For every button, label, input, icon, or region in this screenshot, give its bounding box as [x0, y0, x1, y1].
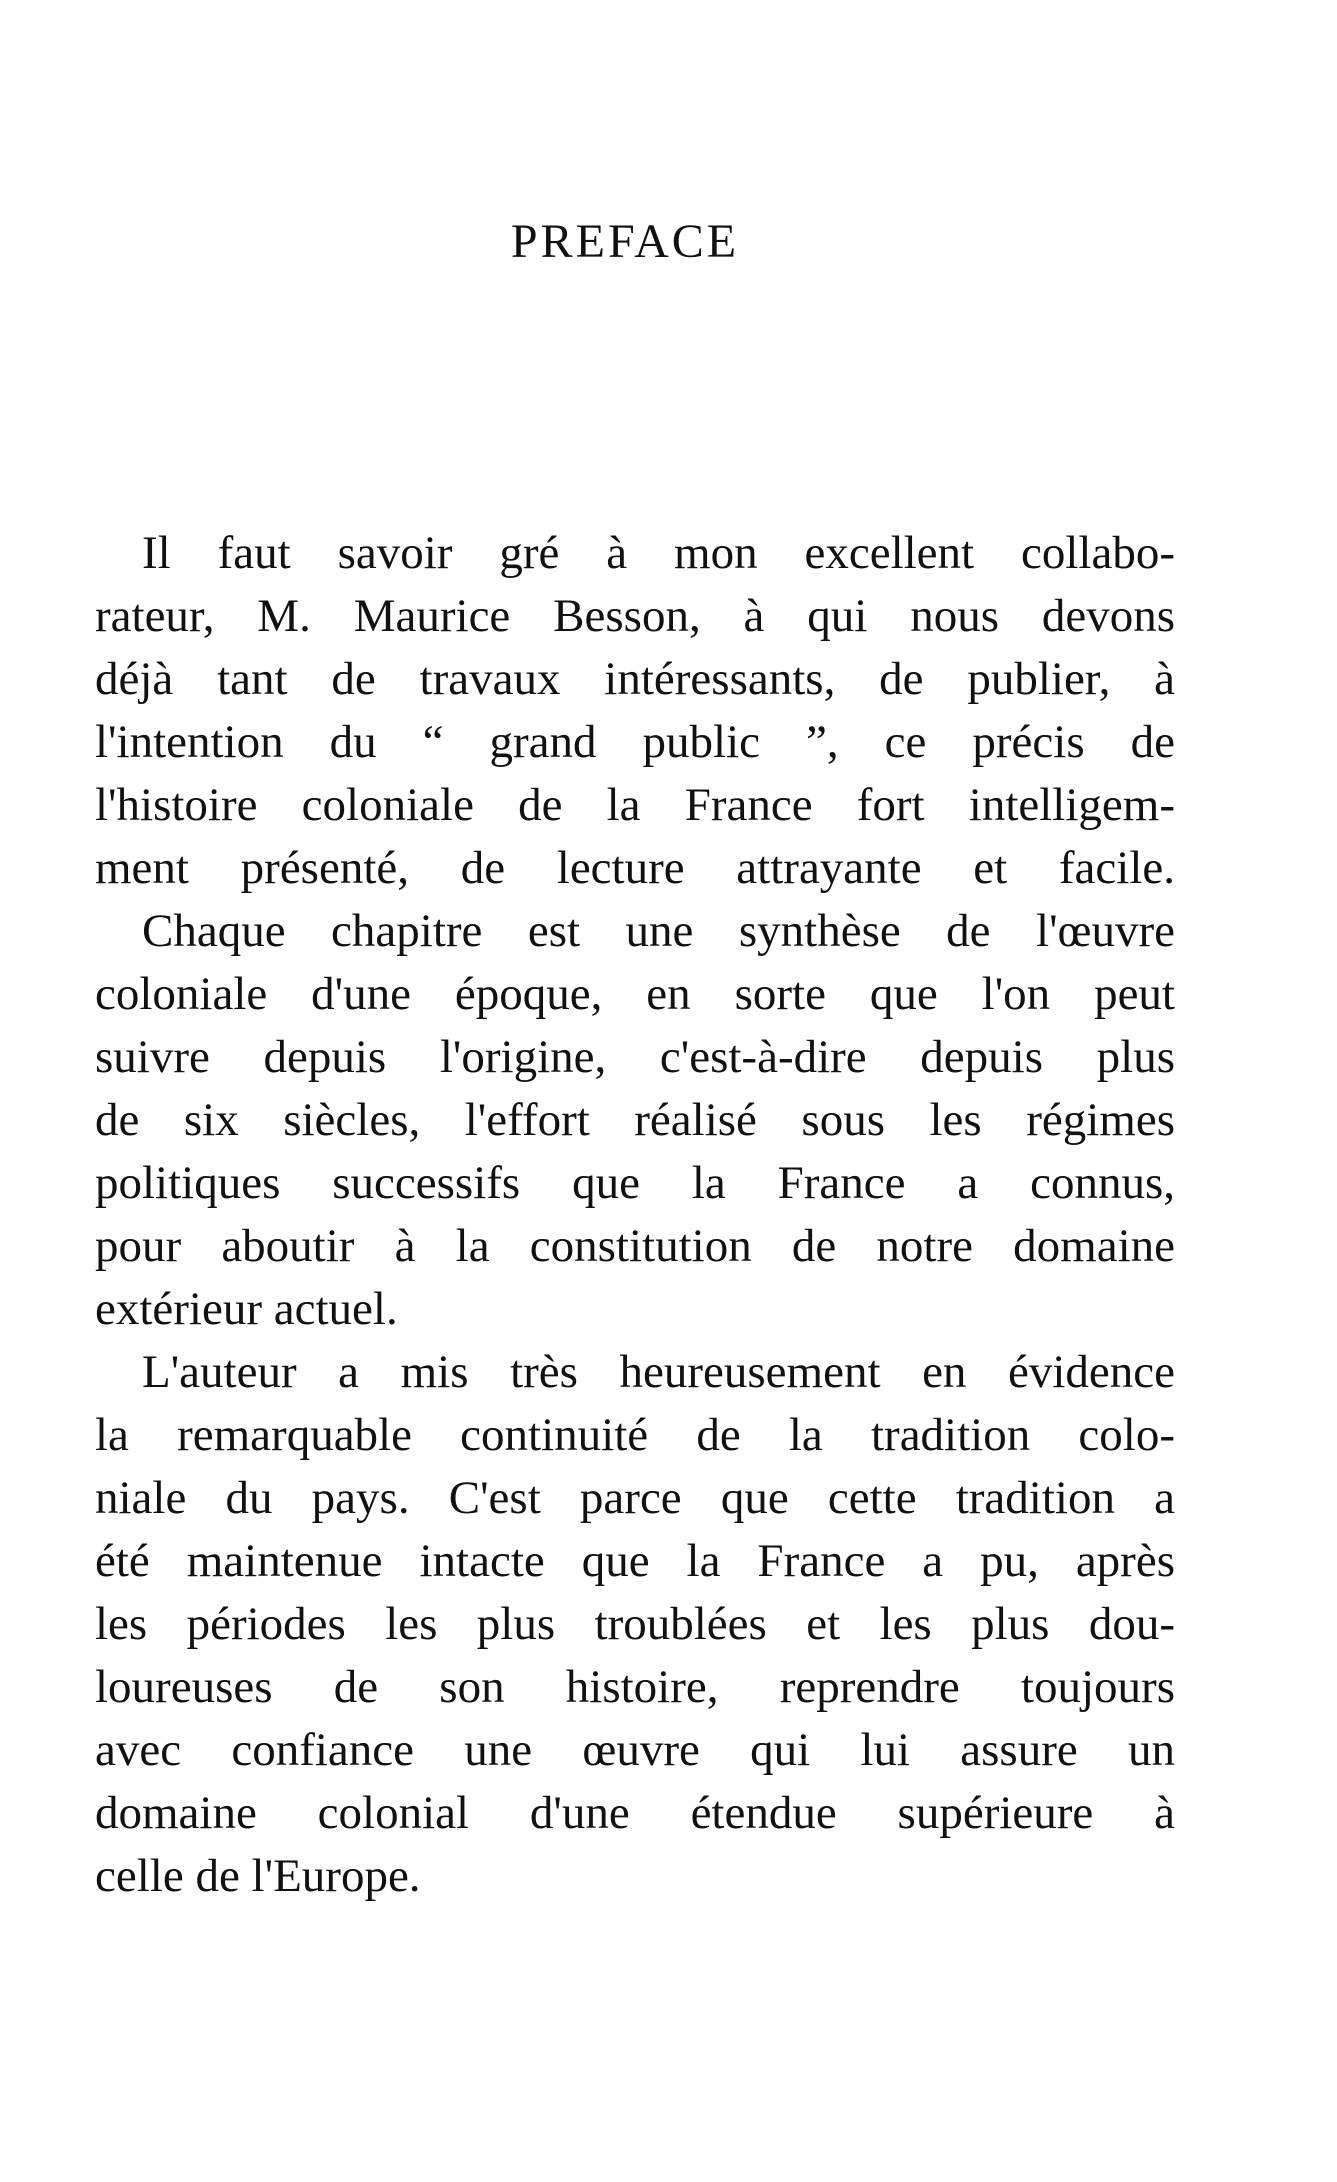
text-line: domaine colonial d'une étendue supérieure à	[95, 1787, 1175, 1839]
text-line: l'intention du “ grand public ”, ce précis de	[95, 716, 1175, 768]
text-line: avec confiance une œuvre qui lui assure un	[95, 1724, 1175, 1776]
text-line: rateur, M. Maurice Besson, à qui nous devons	[95, 590, 1175, 642]
text-line: celle de l'Europe.	[95, 1850, 421, 1902]
text-line: les périodes les plus troublées et les plus dou-	[95, 1598, 1175, 1650]
text-line: L'auteur a mis très heureusement en évidence	[142, 1346, 1175, 1398]
text-line: politiques successifs que la France a connus,	[95, 1157, 1175, 1209]
text-line: ment présenté, de lecture attrayante et facile.	[95, 842, 1175, 894]
text-line: pour aboutir à la constitution de notre domaine	[95, 1220, 1175, 1272]
text-line: extérieur actuel.	[95, 1283, 398, 1335]
text-line: l'histoire coloniale de la France fort intelligem-	[95, 779, 1175, 831]
preface-body	[95, 522, 1175, 1908]
text-line: été maintenue intacte que la France a pu, après	[95, 1535, 1175, 1587]
text-line: la remarquable continuité de la tradition colo-	[95, 1409, 1175, 1461]
text-line: Il faut savoir gré à mon excellent collabo-	[142, 527, 1175, 579]
text-line: déjà tant de travaux intéressants, de publier, à	[95, 653, 1175, 705]
text-line: suivre depuis l'origine, c'est-à-dire depuis plus	[95, 1031, 1175, 1083]
text-line: loureuses de son histoire, reprendre toujours	[95, 1661, 1175, 1713]
text-line: coloniale d'une époque, en sorte que l'on peut	[95, 968, 1175, 1020]
text-line: Chaque chapitre est une synthèse de l'œuvre	[142, 905, 1175, 957]
text-line: de six siècles, l'effort réalisé sous les régimes	[95, 1094, 1175, 1146]
page-title: PREFACE	[510, 215, 740, 268]
text-line: niale du pays. C'est parce que cette tradition a	[95, 1472, 1175, 1524]
